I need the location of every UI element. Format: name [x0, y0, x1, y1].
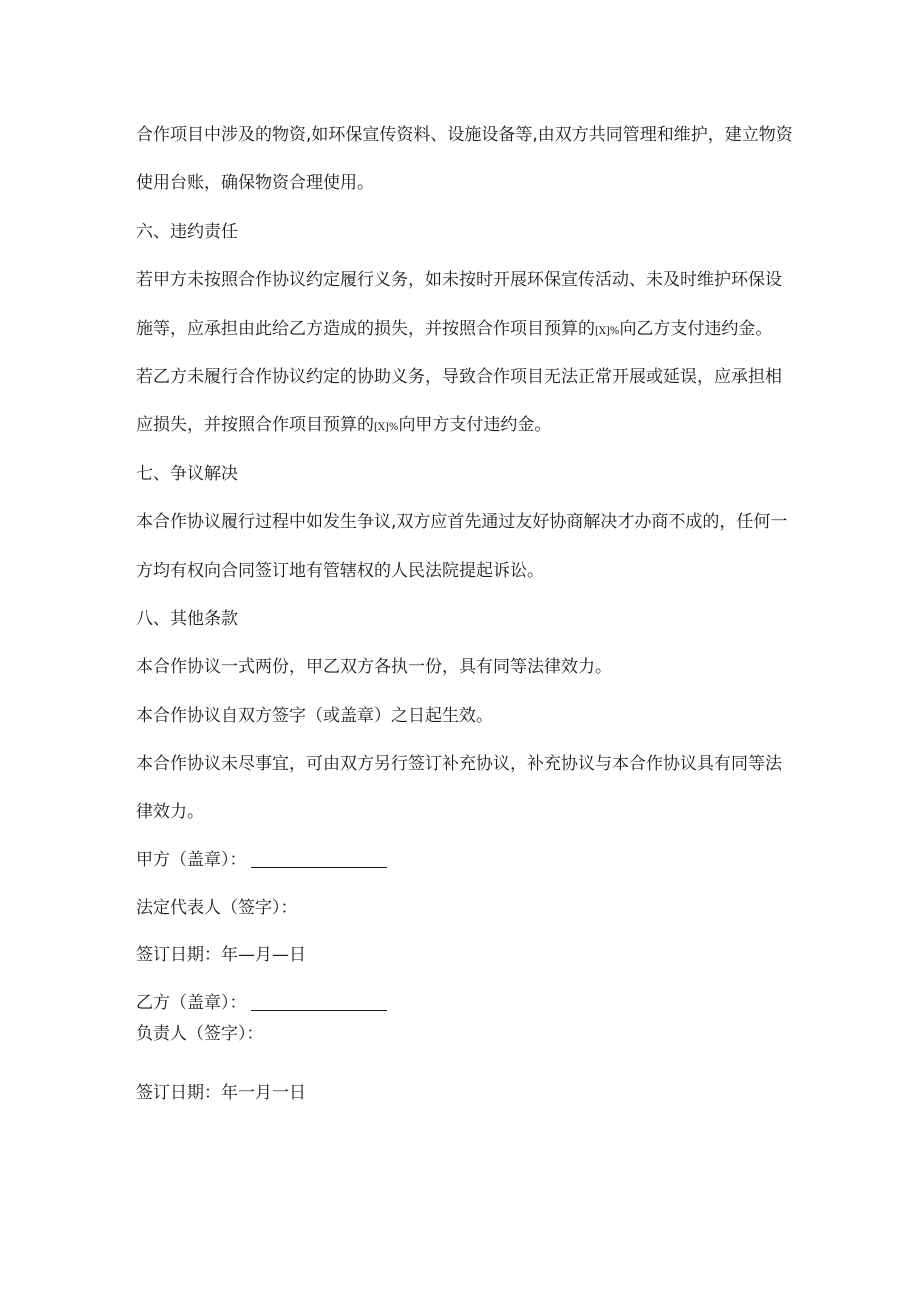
section6-para2-percent-placeholder: [X]%	[374, 422, 399, 433]
party-a-seal-label: 甲方（盖章）：	[136, 850, 247, 870]
section6-heading: 六、违约责任	[136, 222, 238, 242]
section6-para2-line1: 若乙方未履行合作协议约定的协助义务，导致合作项目无法正常开展或延误，应承担相	[136, 367, 782, 387]
section8-heading: 八、其他条款	[136, 609, 238, 629]
section5-para1-line2: 使用台账，确保物资合理使用。	[136, 173, 374, 193]
party-b-seal-label: 乙方（盖章）：	[136, 993, 247, 1013]
section8-para1: 本合作协议一式两份，甲乙双方各执一份，具有同等法律效力。	[136, 657, 612, 677]
party-a-seal-row	[136, 849, 387, 871]
section8-para3-line1: 本合作协议未尽事宜，可由双方另行签订补充协议，补充协议与本合作协议具有同等法	[136, 754, 782, 774]
party-b-rep-label: 负责人（签字）：	[136, 1024, 264, 1044]
party-a-seal-blank	[251, 851, 387, 868]
party-a-date-label: 签订日期：年—月—日	[136, 945, 306, 965]
section7-para1-line1: 本合作协议履行过程中如发生争议,双方应首先通过友好协商解决才办商不成的，任何一	[136, 512, 788, 532]
party-b-seal-row	[136, 992, 387, 1014]
section5-para1-line1: 合作项目中涉及的物资,如环保宣传资料、设施设备等,由双方共同管理和维护，建立物资	[136, 125, 793, 145]
section6-para2-line2-text-a: 应损失，并按照合作项目预算的	[136, 415, 374, 435]
party-a-rep-label: 法定代表人（签字）：	[136, 898, 298, 918]
section6-para2-line2	[136, 414, 551, 439]
section6-para1-line2-text-a: 施等，应承担由此给乙方造成的损失，并按照合作项目预算的	[136, 319, 595, 339]
section7-heading: 七、争议解决	[136, 464, 238, 484]
section6-para1-line2	[136, 318, 772, 343]
party-b-seal-blank	[251, 994, 387, 1011]
section6-para1-percent-placeholder: [X]%	[595, 326, 620, 337]
section8-para3-line2: 律效力。	[136, 802, 204, 822]
party-b-date-label: 签订日期：年一月一日	[136, 1083, 306, 1103]
section6-para1-line1: 若甲方未按照合作协议约定履行义务，如未按时开展环保宣传活动、未及时维护环保设	[136, 270, 782, 290]
section8-para2: 本合作协议自双方签字（或盖章）之日起生效。	[136, 706, 493, 726]
section7-para1-line2: 方均有权向合同签订地有管辖权的人民法院提起诉讼。	[136, 561, 544, 581]
section6-para1-line2-text-b: 向乙方支付违约金。	[619, 319, 773, 339]
section6-para2-line2-text-b: 向甲方支付违约金。	[398, 415, 552, 435]
